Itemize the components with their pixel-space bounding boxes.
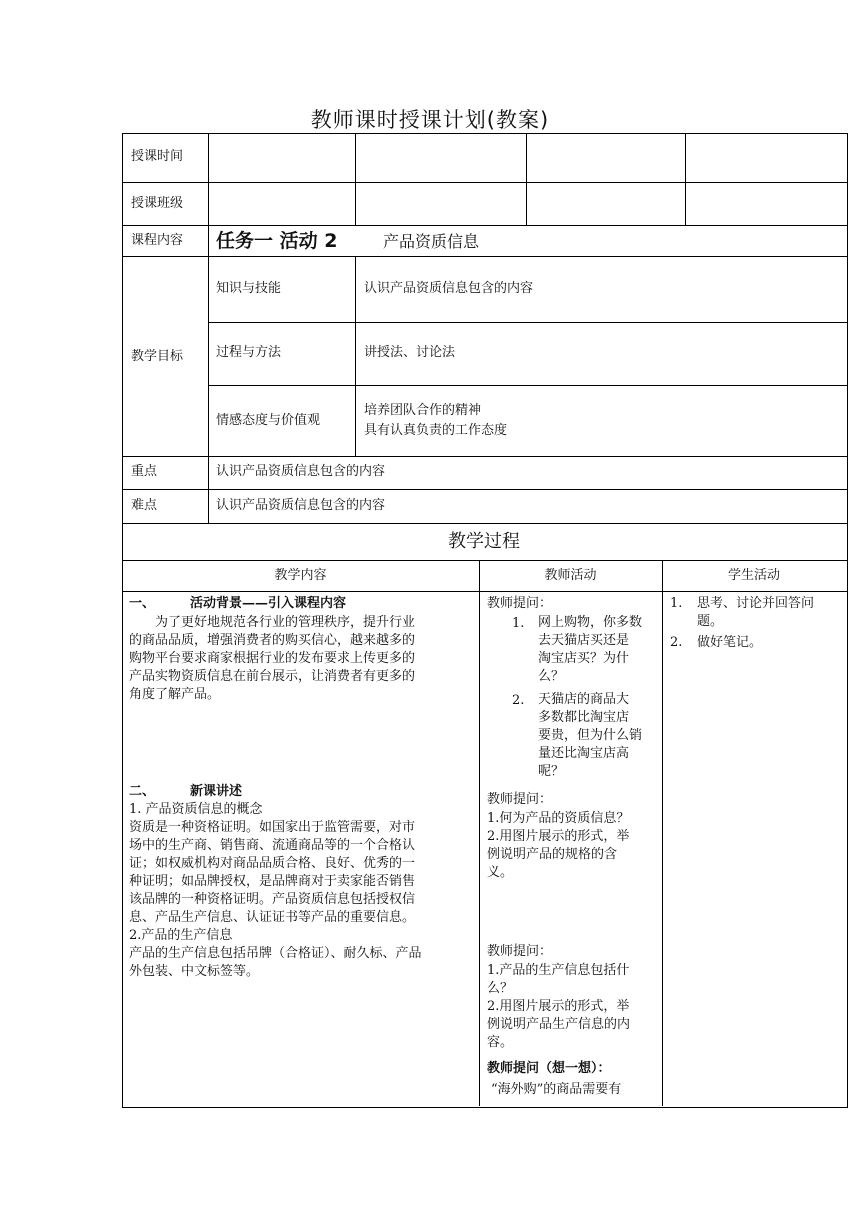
label-key: 重点 (131, 464, 158, 479)
col-divider (355, 256, 356, 456)
doc-title: 教师课时授课计划(教案) (310, 108, 550, 132)
label-time: 授课时间 (131, 149, 184, 164)
goal-label-attitude: 情感态度与价值观 (216, 413, 321, 428)
goal-value-attitude-1: 培养团队合作的精神 (364, 403, 482, 418)
section-1-number: 一、 (129, 596, 156, 611)
label-goal: 教学目标 (131, 349, 184, 364)
process-heading: 教学过程 (448, 531, 520, 552)
row-divider (122, 591, 847, 592)
teacher-q1-text: 网上购物，你多数 去天猫店买还是 淘宝店买？为什 么？ (538, 615, 643, 684)
teacher-q1-number: 1. (512, 616, 525, 631)
row-divider (122, 489, 847, 490)
student-a1-number: 1. (670, 596, 683, 611)
content-task: 任务一 活动 2 (216, 230, 338, 252)
section-1-text: 为了更好地规范各行业的管理秩序，提升行业 的商品品质，增强消费者的购买信心，越来越多的 购物平台要求商家根据行业的发布要求上传更多的 产品实物资质信息在前台展示，让消费者有更多的 角度了解产品。 (129, 615, 416, 702)
section-2-number: 二、 (129, 784, 156, 799)
row-divider (122, 523, 847, 524)
label-class: 授课班级 (131, 196, 184, 211)
goal-value-attitude-2: 具有认真负责的工作态度 (364, 423, 508, 438)
row-divider (122, 225, 847, 226)
col-divider (355, 133, 356, 225)
col-header-content: 教学内容 (274, 568, 327, 583)
row-divider (122, 182, 847, 183)
teacher-q2-number: 2. (512, 693, 525, 708)
col-header-student: 学生活动 (727, 568, 780, 583)
goal-label-knowledge: 知识与技能 (216, 281, 282, 296)
goal-value-method: 讲授法、讨论法 (364, 345, 456, 360)
teacher-q2-text: 天猫店的商品大 多数都比淘宝店 要贵，但为什么销 量还比淘宝店高 呢？ (538, 692, 643, 779)
section-2-text: 1. 产品资质信息的概念 资质是一种资格证明。如国家出于监管需要，对市 场中的生产商、销售商、流通商品等的一个合格认 证；如权威机构对商品品质合格、良好、优秀的一 种证明；如品牌授权，是品牌商对于卖家能否销售 该品牌的一种资格证明。产品资质信息包括授权信 息、产品生产信息、认证证书等产品的重要信息。 2.产品的生产信息 产品的生产信息包括吊牌（合格证）、耐久标、产品 外包装、中文标签等。 (129, 802, 422, 979)
col-divider (479, 560, 480, 1106)
teacher-questions-b: 1.何为产品的资质信息？ 2.用图片展示的形式，举 例说明产品的规格的含 义。 (487, 811, 630, 880)
col-divider (526, 133, 527, 225)
student-a2-text: 做好笔记。 (697, 635, 763, 650)
key-value: 认识产品资质信息包含的内容 (216, 464, 386, 479)
label-difficulty: 难点 (131, 498, 158, 513)
student-a2-number: 2. (670, 635, 683, 650)
col-divider (685, 133, 686, 225)
teacher-questions-c: 1.产品的生产信息包括什 么？ 2.用图片展示的形式，举 例说明产品生产信息的内 容。 (487, 963, 631, 1050)
row-divider (208, 322, 847, 323)
row-divider (208, 385, 847, 386)
section-1-title: 活动背景——引入课程内容 (190, 596, 347, 611)
teacher-ask-1: 教师提问： (487, 596, 553, 611)
col-divider (662, 560, 663, 1106)
goal-value-knowledge: 认识产品资质信息包含的内容 (364, 281, 534, 296)
section-2-title: 新课讲述 (190, 784, 243, 799)
content-topic: 产品资质信息 (383, 232, 480, 251)
teacher-question-d: “海外购”的商品需要有 (491, 1082, 622, 1097)
difficulty-value: 认识产品资质信息包含的内容 (216, 498, 386, 513)
row-divider (122, 560, 847, 561)
teacher-ask-2: 教师提问： (487, 792, 553, 807)
teacher-ask-4: 教师提问（想一想）： (487, 1061, 611, 1076)
label-content: 课程内容 (131, 233, 184, 248)
row-divider (122, 256, 847, 257)
col-header-teacher: 教师活动 (544, 568, 597, 583)
row-divider (122, 456, 847, 457)
student-a1-text: 思考、讨论并回答问 题。 (697, 596, 815, 629)
teacher-ask-3: 教师提问： (487, 944, 553, 959)
col-divider (208, 133, 209, 523)
goal-label-method: 过程与方法 (216, 345, 282, 360)
